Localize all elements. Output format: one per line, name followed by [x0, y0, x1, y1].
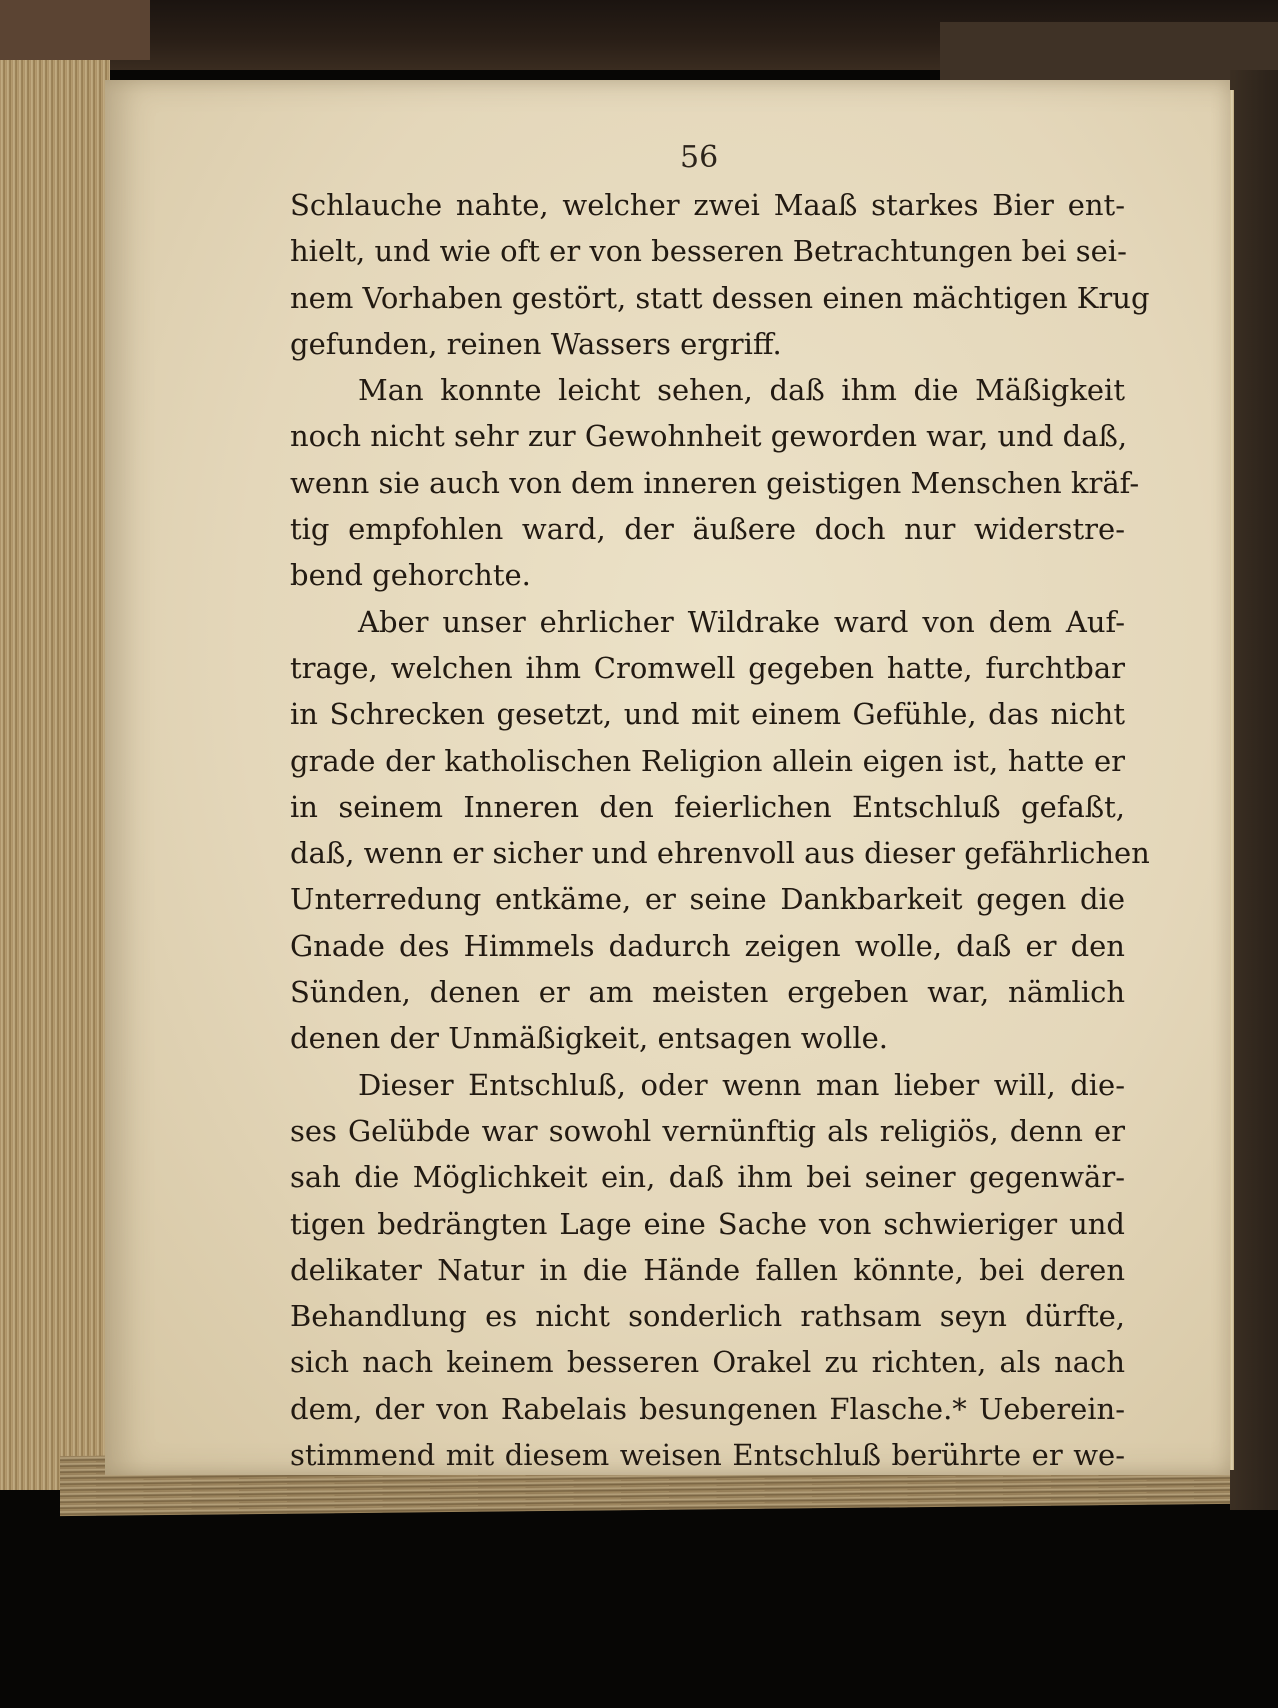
text-line: Sünden, denen er am meisten ergeben war, nämlich [290, 975, 1125, 1010]
text-line: bend gehorchte. [290, 558, 531, 593]
page-stack-left-edge [0, 60, 110, 1490]
text-line: hielt, und wie oft er von besseren Betrachtungen bei sei- [290, 234, 1127, 269]
page-number: 56 [680, 140, 719, 175]
text-line: trage, welchen ihm Cromwell gegeben hatte, furchtbar [290, 650, 1125, 685]
text-line: delikater Natur in die Hände fallen könnte, bei deren [290, 1252, 1125, 1287]
text-line: stimmend mit diesem weisen Entschluß berührte er we- [290, 1438, 1125, 1473]
cover-leather-strip [0, 0, 150, 60]
text-line: denen der Unmäßigkeit, entsagen wolle. [290, 1021, 888, 1056]
text-line: Unterredung entkäme, er seine Dankbarkeit gegen die [290, 882, 1125, 917]
text-line: sich nach keinem besseren Orakel zu richten, als nach [290, 1345, 1125, 1380]
text-line: dem, der von Rabelais besungenen Flasche.* Ueberein- [290, 1391, 1125, 1426]
text-line: Aber unser ehrlicher Wildrake ward von dem Auf- [358, 604, 1125, 639]
cover-leather-strip-right [940, 22, 1278, 80]
text-line: Gnade des Himmels dadurch zeigen wolle, daß er den [290, 928, 1125, 963]
book-cover-right [1230, 70, 1278, 1510]
text-line: tigen bedrängten Lage eine Sache von schwieriger und [290, 1206, 1125, 1241]
text-line: nem Vorhaben gestört, statt dessen einen mächtigen Krug [290, 280, 1150, 315]
text-line: Dieser Entschluß, oder wenn man lieber will, die- [358, 1067, 1125, 1102]
text-line: daß, wenn er sicher und ehrenvoll aus dieser gefährlichen [290, 836, 1150, 871]
text-line: noch nicht sehr zur Gewohnheit geworden war, und daß, [290, 419, 1128, 454]
text-line: in seinem Inneren den feierlichen Entschluß gefaßt, [290, 789, 1125, 824]
text-line: Schlauche nahte, welcher zwei Maaß starkes Bier ent- [290, 188, 1125, 222]
text-line: sah die Möglichkeit ein, daß ihm bei seiner gegenwär- [290, 1160, 1125, 1195]
text-line: in Schrecken gesetzt, und mit einem Gefühle, das nicht [290, 697, 1125, 732]
text-line: ses Gelübde war sowohl vernünftig als religiös, denn er [290, 1113, 1125, 1148]
text-line: grade der katholischen Religion allein eigen ist, hatte er [290, 743, 1125, 778]
text-line: Man konnte leicht sehen, daß ihm die Mäßigkeit [358, 373, 1125, 408]
page-text [290, 182, 1150, 1478]
text-line: gefunden, reinen Wassers ergriff. [290, 326, 782, 361]
text-line: Behandlung es nicht sonderlich rathsam seyn dürfte, [290, 1299, 1125, 1334]
text-line: tig empfohlen ward, der äußere doch nur widerstre- [290, 512, 1125, 547]
text-line: wenn sie auch von dem inneren geistigen Menschen kräf- [290, 465, 1140, 500]
